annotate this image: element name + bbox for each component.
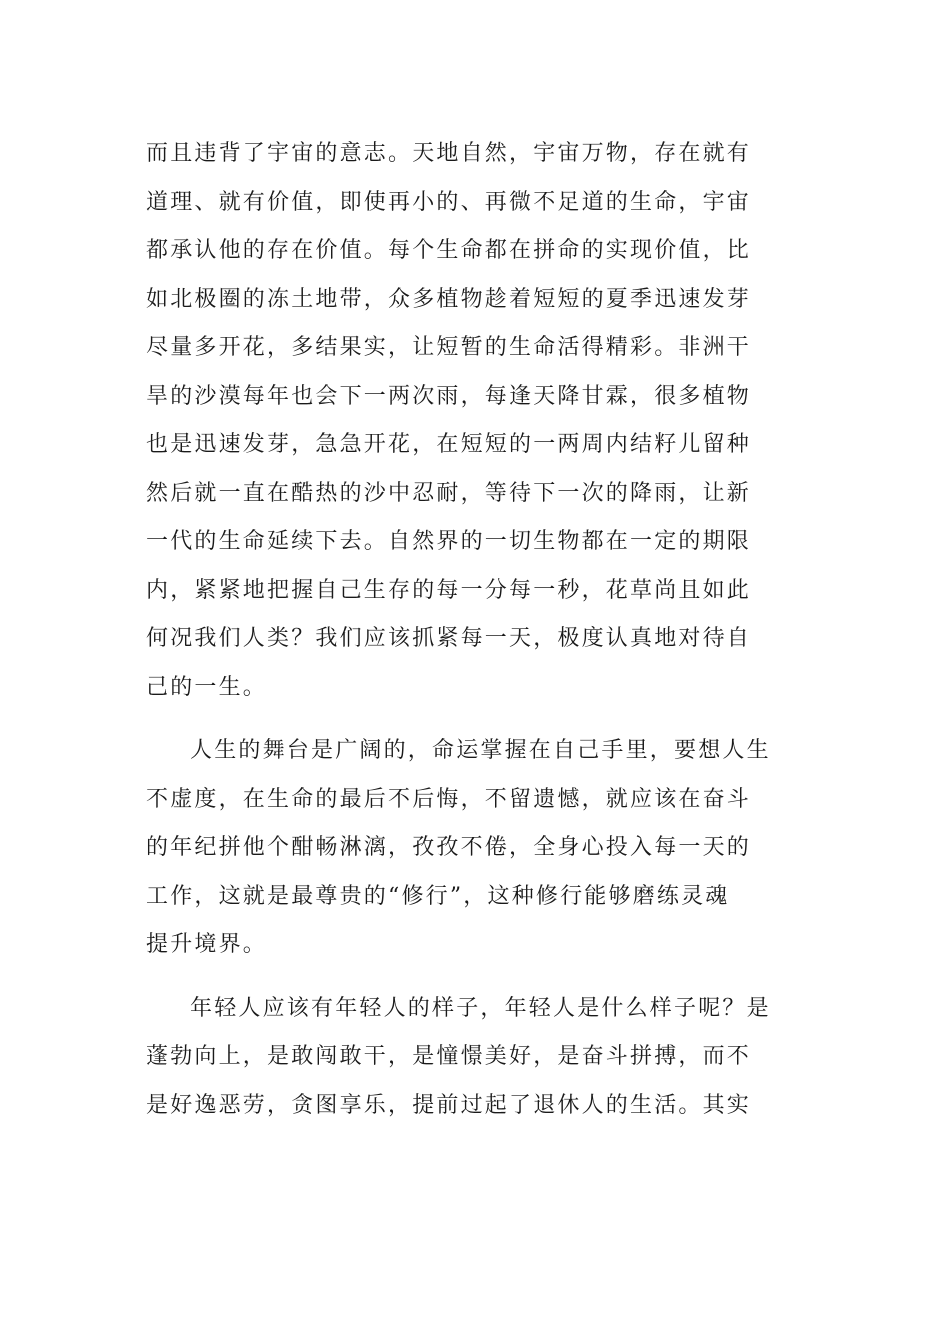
text-line: 提升境界。: [146, 932, 268, 957]
text-line: 旱的沙漠每年也会下一两次雨，每逢天降甘霖，很多植物: [146, 383, 752, 409]
text-line: 而且违背了宇宙的意志。天地自然，宇宙万物，存在就有: [146, 141, 752, 166]
paragraph-spacer: [146, 712, 806, 727]
text-line: 内，紧紧地把握自己生存的每一分每一秒，花草尚且如此: [146, 577, 752, 603]
text-line: 的年纪拼他个酣畅淋漓，孜孜不倦，全身心投入每一天的: [146, 835, 752, 860]
text-line: 如北极圈的冻土地带，众多植物趁着短短的夏季迅速发芽: [146, 286, 752, 312]
text-line: 道理、就有价值，即使再小的、再微不足道的生命，宇宙: [146, 189, 752, 215]
paragraph-3: [146, 985, 806, 1131]
text-line: 一代的生命延续下去。自然界的一切生物都在一定的期限: [146, 529, 752, 554]
paragraph-2: [146, 727, 806, 970]
text-line: 己的一生。: [146, 674, 268, 700]
text-line: 何况我们人类？我们应该抓紧每一天，极度认真地对待自: [146, 626, 752, 651]
text-line: 人生的舞台是广阔的，命运掌握在自己手里，要想人生: [190, 738, 771, 763]
text-line: 不虚度，在生命的最后不后悔，不留遗憾，就应该在奋斗: [146, 786, 752, 812]
text-line: 也是迅速发芽，急急开花，在短短的一两周内结籽儿留种: [146, 432, 752, 457]
text-line: 年轻人应该有年轻人的样子，年轻人是什么样子呢？是: [190, 995, 771, 1021]
text-line: 然后就一直在酷热的沙中忍耐，等待下一次的降雨，让新: [146, 480, 752, 506]
text-line: 工作，这就是最尊贵的“修行”，这种修行能够磨练灵魂: [146, 883, 730, 909]
paragraph-1: [146, 130, 806, 712]
text-line: 是好逸恶劳，贪图享乐，提前过起了退休人的生活。其实: [146, 1092, 752, 1118]
document-body: [146, 130, 806, 1130]
text-line: 蓬勃向上，是敢闯敢干，是憧憬美好，是奋斗拼搏，而不: [146, 1044, 752, 1069]
text-line: 尽量多开花，多结果实，让短暂的生命活得精彩。非洲干: [146, 335, 752, 360]
paragraph-spacer: [146, 970, 806, 985]
text-line: 都承认他的存在价值。每个生命都在拼命的实现价值，比: [146, 238, 752, 263]
